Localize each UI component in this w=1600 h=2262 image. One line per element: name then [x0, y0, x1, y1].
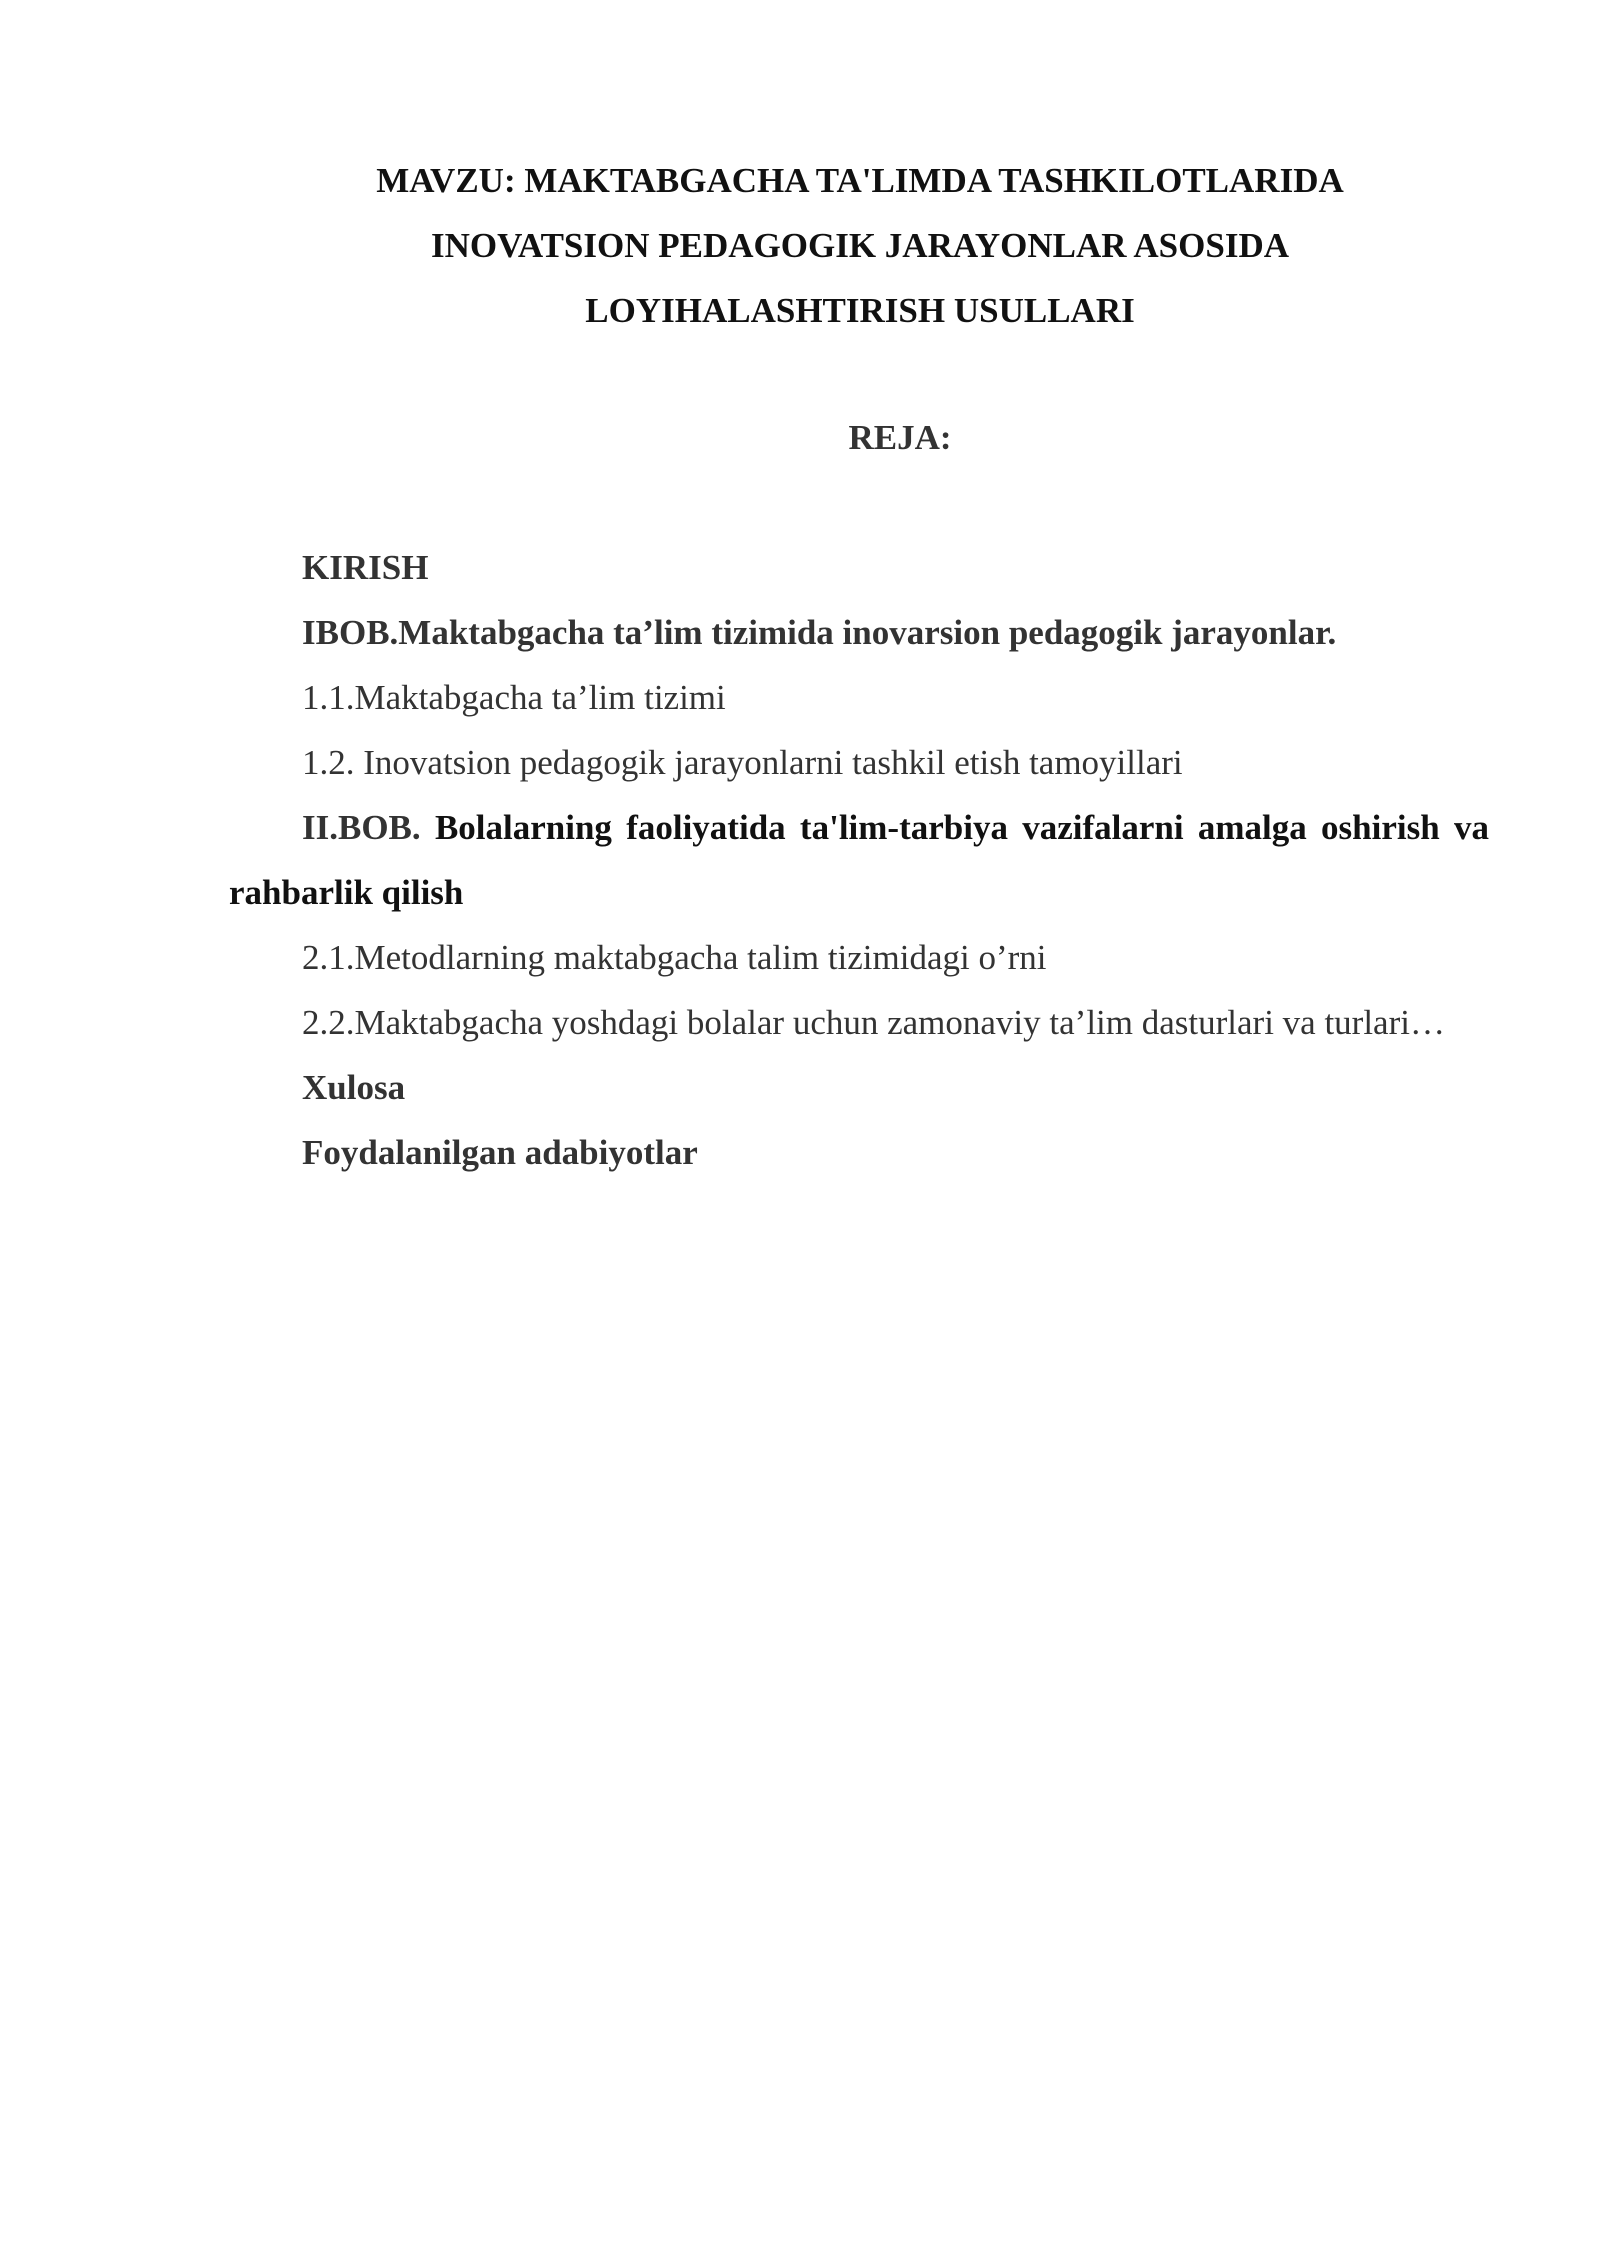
title-line-1: MAVZU: MAKTABGACHA TA'LIMDA TASHKILOTLARIDA: [376, 161, 1344, 200]
toc-section-1-2: 1.2. Inovatsion pedagogik jarayonlarni tashkil etish tamoyillari: [302, 743, 1183, 782]
toc-references: Foydalanilgan adabiyotlar: [302, 1133, 698, 1172]
toc-introduction: KIRISH: [302, 548, 429, 587]
toc-section-1-1: 1.1.Maktabgacha ta’lim tizimi: [302, 678, 726, 717]
plan-heading: REJA:: [848, 418, 952, 457]
toc-section-2-1: 2.1.Metodlarning maktabgacha talim tizimidagi o’rni: [302, 938, 1047, 977]
toc-chapter-2-prefix: II.BOB.: [302, 808, 421, 847]
toc-chapter-2: [229, 795, 1489, 925]
document-title: [300, 148, 1420, 343]
toc-chapter-2-title: Bolalarning faoliyatida ta'lim-tarbiya vazifalarni amalga oshirish va rahbarlik qilish: [229, 808, 1489, 912]
toc-chapter-1: IBOB.Maktabgacha ta’lim tizimida inovarsion pedagogik jarayonlar.: [302, 613, 1337, 652]
table-of-contents: [229, 535, 1489, 1185]
toc-section-2-2: 2.2.Maktabgacha yoshdagi bolalar uchun zamonaviy ta’lim dasturlari va turlari…: [302, 1003, 1445, 1042]
title-line-2: INOVATSION PEDAGOGIK JARAYONLAR ASOSIDA: [431, 226, 1289, 265]
title-line-3: LOYIHALASHTIRISH USULLARI: [585, 291, 1135, 330]
toc-conclusion: Xulosa: [302, 1068, 406, 1107]
